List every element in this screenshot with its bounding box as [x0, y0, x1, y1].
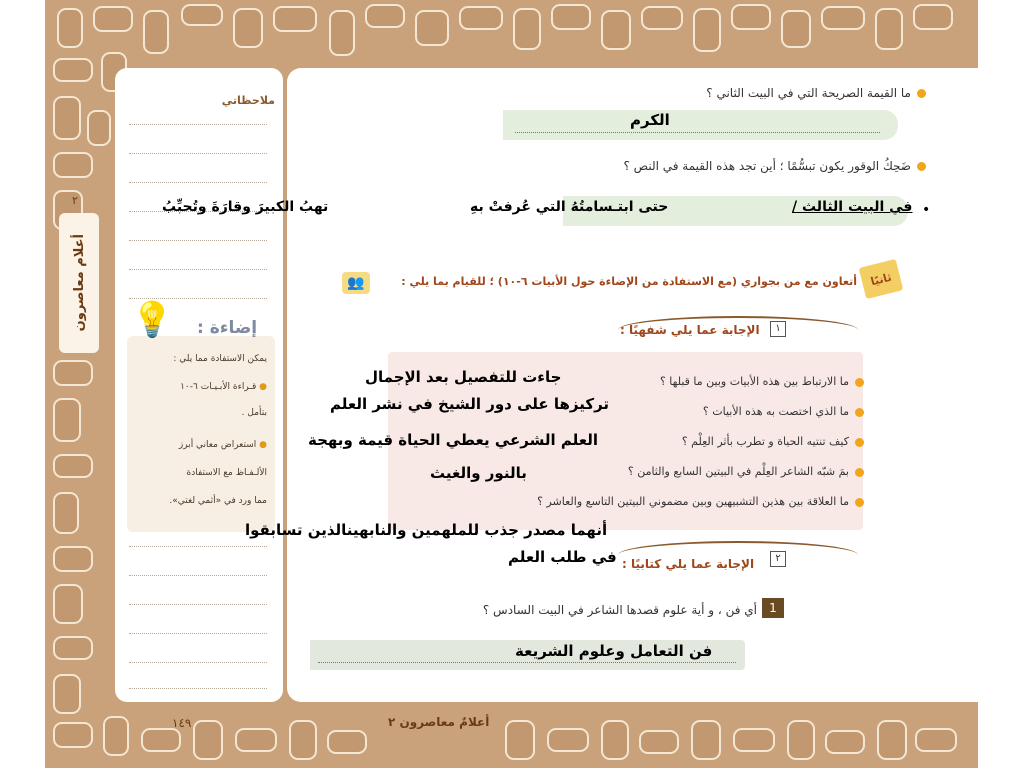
cooperate-instruction: أتعاون مع من بجواري (مع الاستفادة من الإضاءة حول الأبيات ٦-١٠) ؛ للقيام بما يلي : [401, 275, 857, 288]
decorative-stone [53, 398, 81, 442]
decorative-stone [53, 492, 79, 534]
two-people-icon: 👥 [342, 272, 370, 294]
decorative-stone [601, 720, 629, 760]
decorative-stone [193, 720, 223, 760]
oral-question: بمَ شبّه الشاعر العِلْم في البيتين السابع والثامن ؟ [628, 465, 864, 478]
decorative-stone [93, 6, 133, 32]
decorative-stone [53, 360, 93, 386]
answer-dotline [318, 662, 736, 663]
answer-2-verse2: تهبُ الكبيرَ وقارَةَ وتُحبِّبُ [162, 199, 329, 215]
bullet-icon [855, 438, 864, 447]
decorative-stone [53, 674, 81, 714]
lightbulb-icon: 💡 [131, 300, 174, 340]
decorative-stone [327, 730, 367, 754]
decorative-stone [53, 584, 83, 624]
section-number: ٢ [770, 551, 786, 567]
oral-question: ما العلاقة بين هذين التشبيهين وبين مضموني البيتين التاسع والعاشر ؟ [537, 495, 864, 508]
note-line [129, 269, 267, 270]
idaa-line: ● استعراض معاني أبرز [178, 440, 267, 450]
footer-title: أعلامٌ معاصرون ٢ [388, 715, 490, 729]
decorative-stone [875, 8, 903, 50]
page-number: ١٤٩ [172, 716, 192, 730]
written-question: أي فن ، و أية علوم قصدها الشاعر في البيت السادس ؟ [482, 603, 757, 617]
decorative-stone [691, 720, 721, 760]
bullet-icon [855, 408, 864, 417]
oral-answer-5-cont: في طلب العلم [508, 548, 617, 566]
written-answer: فن التعامل وعلوم الشريعة [515, 642, 713, 660]
note-line [129, 240, 267, 241]
note-line [129, 153, 267, 154]
bullet-icon [855, 498, 864, 507]
oral-answer-1: جاءت للتفصيل بعد الإجمال [365, 368, 562, 386]
decorative-stone [365, 4, 405, 28]
decorative-stone [103, 716, 129, 756]
decorative-stone [551, 4, 591, 30]
oral-heading: الإجابة عما يلي شفهيًا : [620, 323, 760, 337]
notes-panel [115, 68, 283, 702]
oral-answer-4: بالنور والغيث [430, 464, 527, 482]
bullet-icon: ● [256, 382, 267, 392]
decorative-stone [781, 10, 811, 48]
question-2: ضَحِكُ الوقور يكون تبسُّمًا ؛ أين تجد هذه القيمة في النص ؟ [623, 159, 926, 173]
decorative-stone [53, 636, 93, 660]
decorative-stone [415, 10, 449, 46]
decorative-stone [141, 728, 181, 752]
answer-dotline [515, 132, 880, 133]
idaa-line: ● قـراءة الأبـيـات ٦-١٠ [180, 382, 267, 392]
idaa-title: إضاءة : [197, 318, 258, 338]
oral-question: ما الارتباط بين هذه الأبيات وبين ما قبلها ؟ [660, 375, 864, 388]
section-number: ١ [770, 321, 786, 337]
decorative-stone [57, 8, 83, 48]
idaa-line: يمكن الاستفادة مما يلي : [173, 354, 267, 364]
answer-bar-1 [503, 110, 898, 140]
written-heading: الإجابة عما يلي كتابيًا : [622, 557, 755, 571]
decorative-stone [601, 10, 631, 50]
decorative-stone [733, 728, 775, 752]
decorative-stone [821, 6, 865, 30]
note-line [129, 182, 267, 183]
idaa-line: الألـفـاظ مع الاستفادة [186, 468, 267, 478]
decorative-stone [913, 4, 953, 30]
decorative-stone [513, 8, 541, 50]
decorative-stone [53, 96, 81, 140]
note-line [129, 575, 267, 576]
side-tab-number: ٢ [72, 194, 78, 207]
note-line [129, 662, 267, 663]
bullet-icon: • [922, 202, 931, 218]
oral-answer-5: أنهما مصدر جذب للملهمين والنابهينالذين تسابقوا [245, 521, 608, 539]
decorative-stone [53, 722, 93, 748]
oral-question: ما الذي اختصت به هذه الأبيات ؟ [703, 405, 864, 418]
bullet-icon [855, 468, 864, 477]
decorative-stone [329, 10, 355, 56]
side-tab [59, 213, 99, 353]
note-line [129, 604, 267, 605]
decorative-stone [547, 728, 589, 752]
decorative-stone [877, 720, 907, 760]
decorative-stone [641, 6, 683, 30]
oral-question: كيف تنتيه الحياة و تطرب بأثر العِلْم ؟ [682, 435, 864, 448]
answer-2-label: في البيت الثالث / [792, 199, 913, 215]
note-line [129, 546, 267, 547]
note-line [129, 298, 267, 299]
decorative-stone [639, 730, 679, 754]
notes-title: ملاحظاتي [221, 94, 275, 107]
decorative-stone [505, 720, 535, 760]
decorative-stone [235, 728, 277, 752]
question-number-box: 1 [762, 598, 784, 618]
decorative-stone [273, 6, 317, 32]
question-1: ما القيمة الصريحة التي في البيت الثاني ؟ [706, 86, 926, 100]
decorative-stone [53, 546, 93, 572]
decorative-stone [143, 10, 169, 54]
bullet-icon [917, 162, 926, 171]
decorative-stone [289, 720, 317, 760]
decorative-stone [459, 6, 503, 30]
note-line [129, 688, 267, 689]
decorative-stone [87, 110, 111, 146]
decorative-stone [53, 152, 93, 178]
bullet-icon [917, 89, 926, 98]
section-badge: ثانيًا [859, 259, 904, 299]
answer-1: الكرم [630, 111, 670, 129]
decorative-stone [53, 454, 93, 478]
decorative-stone [731, 4, 771, 30]
decorative-stone [233, 8, 263, 48]
decorative-stone [915, 728, 957, 752]
answer-2-verse1: حتى ابتـسامتُهُ التي عُرفتْ بهِ [470, 199, 669, 215]
note-line [129, 633, 267, 634]
bullet-icon: ● [256, 440, 267, 450]
note-line [129, 124, 267, 125]
oral-answer-2: تركيزها على دور الشيخ في نشر العلم [330, 395, 610, 413]
decorative-stone [825, 730, 865, 754]
decorative-stone [53, 58, 93, 82]
idaa-line: بتأمل . [241, 408, 267, 418]
oral-answer-3: العلم الشرعي يعطي الحياة قيمة وبهجة [308, 431, 598, 449]
decorative-stone [181, 4, 223, 26]
decorative-stone [693, 8, 721, 52]
idaa-line: مما ورد في «أثمي لغتي». [169, 496, 267, 506]
decorative-stone [787, 720, 815, 760]
side-tab-title: أعلام معاصرون [71, 234, 87, 332]
bullet-icon [855, 378, 864, 387]
